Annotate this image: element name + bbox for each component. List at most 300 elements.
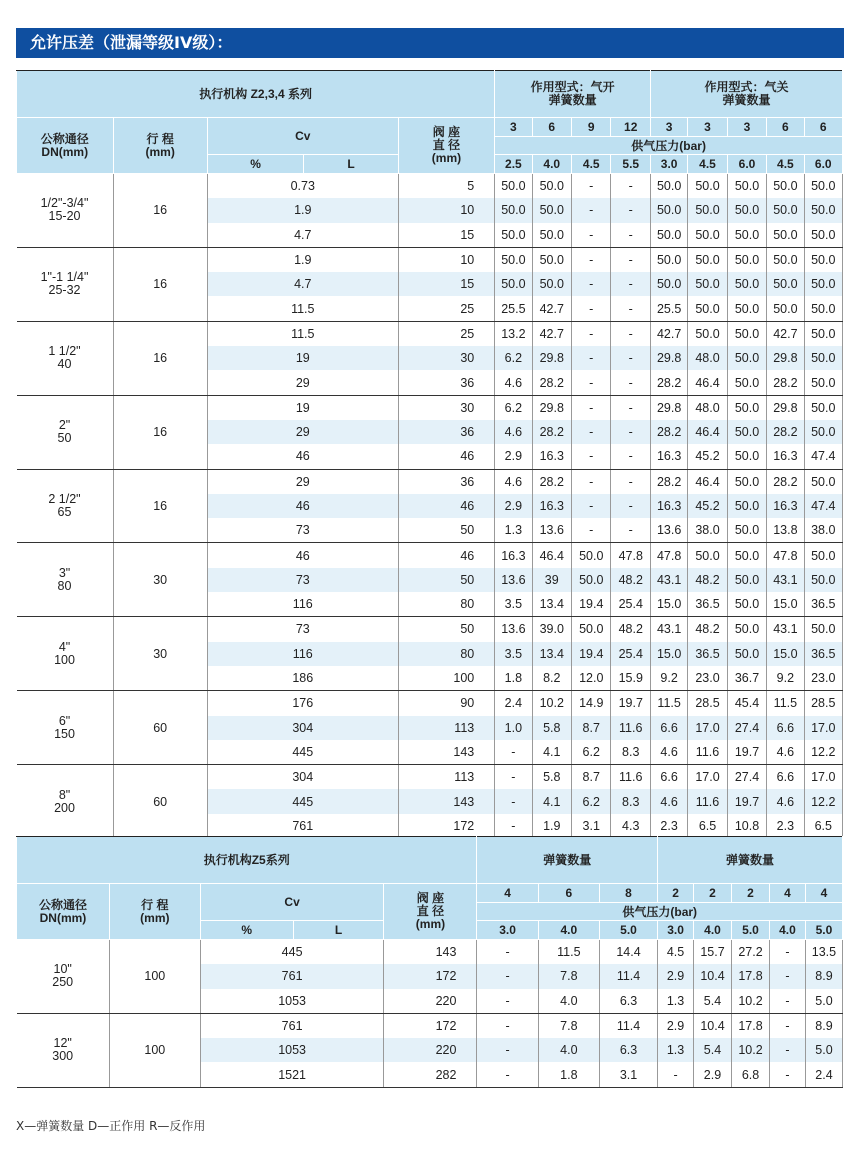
air-close-pressure: 50.0 [727, 518, 766, 543]
air-close-pressure: 4.6 [650, 740, 687, 765]
air-open-pressure: 4.0 [538, 1038, 599, 1062]
seat-diameter: 172 [398, 814, 495, 839]
close-spring-count: 3 [650, 118, 687, 137]
air-open-pressure: 16.3 [495, 543, 532, 568]
air-close-pressure: 16.3 [650, 494, 687, 518]
air-open-pressure: 19.7 [611, 691, 651, 716]
close-supply-pressure: 6.0 [727, 155, 766, 174]
air-open-pressure: - [611, 174, 651, 199]
air-close-pressure: 10.2 [732, 989, 770, 1014]
air-close-pressure: 50.0 [804, 469, 842, 494]
air-close-pressure: 50.0 [688, 198, 727, 222]
air-close-pressure: 47.4 [804, 494, 842, 518]
seat-diameter: 30 [398, 346, 495, 370]
air-open-pressure: 50.0 [572, 568, 611, 592]
air-close-pressure: 12.2 [804, 740, 842, 765]
air-open-pressure: 11.4 [599, 1013, 657, 1038]
cv-value: 4.7 [207, 272, 398, 296]
air-close-pressure: 6.6 [767, 716, 804, 740]
air-close-pressure: 28.2 [767, 370, 804, 395]
air-close-pressure: 28.2 [650, 420, 687, 444]
air-open-pressure: - [477, 964, 538, 988]
cv-value: 19 [207, 395, 398, 420]
air-close-pressure: 50.0 [804, 296, 842, 321]
air-close-pressure: 50.0 [767, 198, 804, 222]
air-open-pressure: 47.8 [611, 543, 651, 568]
close-supply-pressure: 5.0 [732, 921, 770, 940]
cv-value: 445 [207, 789, 398, 813]
air-close-pressure: 38.0 [688, 518, 727, 543]
air-open-pressure: - [572, 223, 611, 248]
air-close-pressure: 50.0 [804, 370, 842, 395]
supply-pressure-header: 供气压力(bar) [477, 903, 843, 921]
air-close-pressure: 4.6 [650, 789, 687, 813]
cv-value: 1521 [200, 1062, 384, 1087]
air-close-pressure: 11.5 [650, 691, 687, 716]
seat-diameter: 50 [398, 568, 495, 592]
air-open-pressure: 50.0 [495, 198, 532, 222]
air-close-pressure: 50.0 [804, 321, 842, 346]
air-open-pressure: 13.4 [532, 592, 571, 617]
air-close-pressure: 1.3 [658, 1038, 694, 1062]
air-close-pressure: 47.8 [650, 543, 687, 568]
air-open-pressure: 29.8 [532, 395, 571, 420]
air-open-pressure: - [495, 789, 532, 813]
air-close-pressure: 50.0 [804, 568, 842, 592]
open-spring-count: 8 [599, 884, 657, 903]
stroke: 60 [113, 691, 207, 765]
air-open-pressure: 13.2 [495, 321, 532, 346]
air-open-pressure: 8.3 [611, 789, 651, 813]
dn-header: 公称通径 DN(mm) [17, 118, 114, 174]
air-open-title: 弹簧数量 [477, 837, 658, 884]
air-close-pressure: 16.3 [767, 494, 804, 518]
air-open-pressure: 12.0 [572, 666, 611, 691]
air-close-pressure: 50.0 [727, 370, 766, 395]
air-open-pressure: - [572, 395, 611, 420]
air-close-pressure: 17.0 [688, 765, 727, 790]
cv-value: 46 [207, 543, 398, 568]
series-title: 执行机构 Z2,3,4 系列 [17, 71, 495, 118]
open-spring-count: 12 [611, 118, 651, 137]
air-close-pressure: 27.4 [727, 716, 766, 740]
air-open-pressure: 13.6 [495, 568, 532, 592]
stroke: 16 [113, 395, 207, 469]
air-close-pressure: 15.0 [767, 642, 804, 666]
air-open-pressure: - [572, 174, 611, 199]
air-close-pressure: 36.5 [688, 642, 727, 666]
air-open-pressure: 14.9 [572, 691, 611, 716]
stroke: 16 [113, 469, 207, 543]
air-close-pressure: 12.2 [804, 789, 842, 813]
air-open-pressure: 16.3 [532, 494, 571, 518]
air-close-pressure: 42.7 [650, 321, 687, 346]
air-open-pressure: 28.2 [532, 370, 571, 395]
cv-value: 29 [207, 420, 398, 444]
air-close-pressure: 50.0 [688, 174, 727, 199]
seat-diameter: 15 [398, 223, 495, 248]
seat-diameter: 50 [398, 617, 495, 642]
air-close-pressure: 9.2 [767, 666, 804, 691]
air-close-pressure: 50.0 [727, 568, 766, 592]
air-close-pressure: 23.0 [688, 666, 727, 691]
footnote: X—弹簧数量 D—正作用 R—反作用 [16, 1119, 206, 1133]
air-close-pressure: 17.8 [732, 964, 770, 988]
air-open-pressure: 50.0 [532, 174, 571, 199]
air-open-pressure: - [495, 814, 532, 839]
cv-value: 445 [207, 740, 398, 765]
close-supply-pressure: 6.0 [804, 155, 842, 174]
air-close-pressure: 36.5 [804, 642, 842, 666]
air-close-pressure: 50.0 [650, 174, 687, 199]
air-close-pressure: 28.2 [767, 469, 804, 494]
air-close-pressure: 5.4 [693, 1038, 731, 1062]
air-close-pressure: 13.6 [650, 518, 687, 543]
air-close-pressure: 6.6 [650, 716, 687, 740]
cv-value: 46 [207, 444, 398, 469]
close-spring-count: 3 [727, 118, 766, 137]
cv-linear-header: L [304, 155, 398, 174]
air-close-pressure: 28.2 [767, 420, 804, 444]
air-open-pressure: 42.7 [532, 296, 571, 321]
stroke: 60 [113, 765, 207, 839]
page-title: 允许压差（泄漏等级IV级）： [16, 28, 844, 58]
air-close-pressure: - [770, 940, 806, 965]
air-open-pressure: - [572, 346, 611, 370]
air-open-pressure: - [611, 321, 651, 346]
air-close-pressure: 50.0 [727, 642, 766, 666]
air-close-pressure: 43.1 [650, 617, 687, 642]
cv-value: 116 [207, 592, 398, 617]
air-close-pressure: 50.0 [727, 543, 766, 568]
air-open-pressure: 28.2 [532, 469, 571, 494]
air-open-pressure: - [611, 420, 651, 444]
open-supply-pressure: 3.0 [477, 921, 538, 940]
close-spring-count: 4 [805, 884, 842, 903]
air-close-pressure: 46.4 [688, 370, 727, 395]
air-close-pressure: 15.7 [693, 940, 731, 965]
air-open-pressure: 11.6 [611, 765, 651, 790]
air-close-pressure: 43.1 [767, 568, 804, 592]
seat-diameter: 10 [398, 198, 495, 222]
air-open-pressure: 1.8 [538, 1062, 599, 1087]
air-close-pressure: 16.3 [650, 444, 687, 469]
cv-value: 0.73 [207, 174, 398, 199]
air-close-pressure: 9.2 [650, 666, 687, 691]
nominal-diameter: 1 1/2" 40 [17, 321, 114, 395]
cv-value: 46 [207, 494, 398, 518]
air-open-pressure: - [572, 444, 611, 469]
air-close-pressure: 46.4 [688, 469, 727, 494]
air-open-pressure: 2.9 [495, 444, 532, 469]
seat-diameter: 143 [398, 740, 495, 765]
air-open-pressure: 3.5 [495, 642, 532, 666]
stroke-header: 行 程 (mm) [113, 118, 207, 174]
cv-value: 761 [200, 964, 384, 988]
cv-percent-header: % [200, 921, 293, 940]
air-open-pressure: 25.5 [495, 296, 532, 321]
air-close-pressure: 28.5 [804, 691, 842, 716]
air-close-pressure: 2.9 [693, 1062, 731, 1087]
air-open-pressure: 1.3 [495, 518, 532, 543]
air-close-pressure: 50.0 [727, 272, 766, 296]
air-close-pressure: 50.0 [650, 198, 687, 222]
air-open-pressure: 6.3 [599, 989, 657, 1014]
air-close-pressure: 2.9 [658, 964, 694, 988]
air-open-pressure: 42.7 [532, 321, 571, 346]
air-close-pressure: 50.0 [767, 296, 804, 321]
air-close-pressure: 50.0 [688, 223, 727, 248]
seat-diameter: 15 [398, 272, 495, 296]
air-open-pressure: - [477, 940, 538, 965]
table-row [17, 174, 843, 199]
air-open-title: 作用型式：气开 弹簧数量 [495, 71, 651, 118]
stroke: 16 [113, 174, 207, 248]
air-close-pressure: 29.8 [650, 395, 687, 420]
open-spring-count: 9 [572, 118, 611, 137]
air-open-pressure: 6.2 [495, 346, 532, 370]
air-open-pressure: - [495, 740, 532, 765]
open-supply-pressure: 4.5 [572, 155, 611, 174]
air-open-pressure: 8.3 [611, 740, 651, 765]
seat-diameter: 113 [398, 716, 495, 740]
air-close-pressure: 50.0 [727, 469, 766, 494]
air-open-pressure: 46.4 [532, 543, 571, 568]
air-open-pressure: 4.0 [538, 989, 599, 1014]
air-close-pressure: 50.0 [804, 247, 842, 272]
air-close-pressure: 17.0 [688, 716, 727, 740]
air-close-pressure: 38.0 [804, 518, 842, 543]
cv-value: 116 [207, 642, 398, 666]
air-open-pressure: - [572, 321, 611, 346]
open-supply-pressure: 5.5 [611, 155, 651, 174]
air-open-pressure: - [572, 296, 611, 321]
air-close-pressure: 4.5 [658, 940, 694, 965]
stroke: 30 [113, 617, 207, 691]
air-close-pressure: 11.5 [767, 691, 804, 716]
nominal-diameter: 2" 50 [17, 395, 114, 469]
air-close-pressure: 50.0 [727, 420, 766, 444]
cv-value: 19 [207, 346, 398, 370]
air-open-pressure: - [611, 370, 651, 395]
air-close-pressure: 50.0 [650, 223, 687, 248]
seat-diameter: 46 [398, 444, 495, 469]
air-open-pressure: 50.0 [572, 543, 611, 568]
seat-diameter: 172 [384, 1013, 477, 1038]
nominal-diameter: 12" 300 [17, 1013, 110, 1087]
air-open-pressure: - [611, 346, 651, 370]
air-open-pressure: 4.6 [495, 420, 532, 444]
nominal-diameter: 10" 250 [17, 940, 110, 1014]
air-open-pressure: - [611, 395, 651, 420]
air-open-pressure: - [611, 198, 651, 222]
air-open-pressure: - [611, 518, 651, 543]
air-close-pressure: 2.3 [650, 814, 687, 839]
nominal-diameter: 1"-1 1/4" 25-32 [17, 247, 114, 321]
air-open-pressure: 10.2 [532, 691, 571, 716]
cv-value: 29 [207, 469, 398, 494]
cv-percent-header: % [207, 155, 304, 174]
air-close-pressure: 6.6 [767, 765, 804, 790]
air-close-pressure: 50.0 [804, 223, 842, 248]
air-open-pressure: 50.0 [532, 272, 571, 296]
air-close-pressure: 50.0 [804, 198, 842, 222]
close-spring-count: 2 [693, 884, 731, 903]
air-open-pressure: 5.8 [532, 765, 571, 790]
stroke: 16 [113, 321, 207, 395]
air-open-pressure: - [611, 296, 651, 321]
table-row [17, 395, 843, 420]
air-close-pressure: 17.8 [732, 1013, 770, 1038]
cv-value: 186 [207, 666, 398, 691]
air-open-pressure: 8.2 [532, 666, 571, 691]
table-row [17, 617, 843, 642]
open-spring-count: 3 [495, 118, 532, 137]
air-close-pressure: 50.0 [804, 272, 842, 296]
air-open-pressure: - [611, 272, 651, 296]
air-open-pressure: 4.3 [611, 814, 651, 839]
air-close-pressure: 5.0 [805, 989, 842, 1014]
stroke: 100 [109, 1013, 200, 1087]
air-open-pressure: 11.5 [538, 940, 599, 965]
seat-diameter: 220 [384, 989, 477, 1014]
air-close-pressure: 48.0 [688, 346, 727, 370]
air-open-pressure: - [572, 494, 611, 518]
air-close-pressure: - [770, 1013, 806, 1038]
air-close-pressure: 50.0 [804, 420, 842, 444]
seat-diameter: 46 [398, 494, 495, 518]
open-spring-count: 6 [532, 118, 571, 137]
seat-diameter: 113 [398, 765, 495, 790]
air-close-pressure: 28.5 [688, 691, 727, 716]
table-row [17, 543, 843, 568]
cv-value: 1053 [200, 1038, 384, 1062]
air-open-pressure: 7.8 [538, 1013, 599, 1038]
close-supply-pressure: 3.0 [658, 921, 694, 940]
air-close-pressure: 6.8 [732, 1062, 770, 1087]
air-close-pressure: 13.8 [767, 518, 804, 543]
air-open-pressure: 50.0 [495, 223, 532, 248]
close-spring-count: 6 [804, 118, 842, 137]
air-open-pressure: 4.6 [495, 469, 532, 494]
table-row [17, 247, 843, 272]
air-open-pressure: 50.0 [495, 272, 532, 296]
air-close-pressure: 50.0 [688, 543, 727, 568]
air-open-pressure: 1.0 [495, 716, 532, 740]
air-close-pressure: 45.2 [688, 494, 727, 518]
air-close-pressure: 50.0 [727, 198, 766, 222]
air-close-pressure: 29.8 [650, 346, 687, 370]
open-spring-count: 6 [538, 884, 599, 903]
seat-diameter: 50 [398, 518, 495, 543]
pressure-table-z234 [16, 70, 843, 839]
air-open-pressure: - [611, 494, 651, 518]
air-close-pressure: 48.2 [688, 568, 727, 592]
air-close-pressure: 50.0 [650, 272, 687, 296]
air-open-pressure: 48.2 [611, 568, 651, 592]
supply-pressure-header: 供气压力(bar) [495, 137, 843, 155]
close-supply-pressure: 4.0 [693, 921, 731, 940]
air-close-pressure: 27.4 [727, 765, 766, 790]
air-open-pressure: 25.4 [611, 592, 651, 617]
air-close-pressure: 2.4 [805, 1062, 842, 1087]
air-close-pressure: 4.6 [767, 789, 804, 813]
open-supply-pressure: 5.0 [599, 921, 657, 940]
air-close-pressure: 15.0 [767, 592, 804, 617]
air-open-pressure: 16.3 [532, 444, 571, 469]
air-close-pressure: 50.0 [727, 395, 766, 420]
close-supply-pressure: 4.5 [767, 155, 804, 174]
air-open-pressure: 39 [532, 568, 571, 592]
air-open-pressure: 6.2 [572, 740, 611, 765]
air-close-pressure: 50.0 [804, 617, 842, 642]
air-open-pressure: 28.2 [532, 420, 571, 444]
open-spring-count: 4 [477, 884, 538, 903]
pressure-table-z5 [16, 836, 843, 1088]
air-close-pressure: 47.8 [767, 543, 804, 568]
air-close-pressure: 48.2 [688, 617, 727, 642]
air-open-pressure: 1.8 [495, 666, 532, 691]
air-close-pressure: 6.5 [804, 814, 842, 839]
air-close-pressure: 50.0 [767, 272, 804, 296]
cv-value: 304 [207, 765, 398, 790]
stroke: 16 [113, 247, 207, 321]
air-close-pressure: 50.0 [650, 247, 687, 272]
air-open-pressure: - [572, 272, 611, 296]
air-close-pressure: 13.5 [805, 940, 842, 965]
air-close-pressure: 43.1 [767, 617, 804, 642]
air-close-pressure: 50.0 [767, 247, 804, 272]
air-open-pressure: 11.6 [611, 716, 651, 740]
air-close-pressure: 50.0 [727, 296, 766, 321]
air-open-pressure: - [611, 469, 651, 494]
table-row [17, 469, 843, 494]
air-open-pressure: 8.7 [572, 765, 611, 790]
air-open-pressure: 6.2 [572, 789, 611, 813]
cv-value: 1.9 [207, 247, 398, 272]
air-close-pressure: 16.3 [767, 444, 804, 469]
air-close-pressure: 48.0 [688, 395, 727, 420]
air-open-pressure: - [572, 198, 611, 222]
air-open-pressure: - [611, 223, 651, 248]
close-supply-pressure: 5.0 [805, 921, 842, 940]
seat-diameter-header: 阀 座 直 径 (mm) [398, 118, 495, 174]
air-open-pressure: - [572, 370, 611, 395]
air-close-pressure: 50.0 [804, 395, 842, 420]
air-close-pressure: 45.2 [688, 444, 727, 469]
air-close-pressure: - [770, 1038, 806, 1062]
cv-value: 73 [207, 568, 398, 592]
air-close-pressure: 36.5 [804, 592, 842, 617]
air-close-pressure: 10.8 [727, 814, 766, 839]
air-open-pressure: 13.6 [532, 518, 571, 543]
air-close-pressure: 50.0 [727, 247, 766, 272]
air-close-pressure: 42.7 [767, 321, 804, 346]
air-close-pressure: - [770, 964, 806, 988]
air-close-pressure: 4.6 [767, 740, 804, 765]
air-open-pressure: 50.0 [495, 174, 532, 199]
seat-diameter: 36 [398, 370, 495, 395]
air-open-pressure: 4.6 [495, 370, 532, 395]
nominal-diameter: 8" 200 [17, 765, 114, 839]
air-open-pressure: 25.4 [611, 642, 651, 666]
seat-diameter: 80 [398, 642, 495, 666]
air-close-pressure: 10.4 [693, 964, 731, 988]
air-close-title: 弹簧数量 [658, 837, 843, 884]
seat-diameter: 143 [398, 789, 495, 813]
air-open-pressure: 13.6 [495, 617, 532, 642]
cv-header: Cv [207, 118, 398, 155]
